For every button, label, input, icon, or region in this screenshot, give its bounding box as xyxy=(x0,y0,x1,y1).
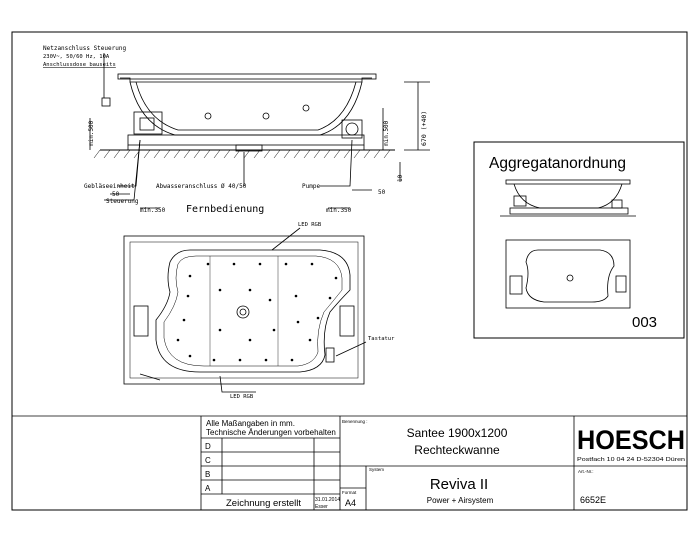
side-view xyxy=(90,53,430,208)
drawn-label: Zeichnung erstellt xyxy=(226,498,301,509)
detail-number: 003 xyxy=(632,314,658,331)
drawn-by: Esser xyxy=(315,504,328,510)
control-label: Steuerung xyxy=(106,198,139,205)
blower-label: Gebläseeinheit xyxy=(84,183,135,190)
top-view xyxy=(124,228,366,392)
keypad-label: Tastatur xyxy=(368,336,395,342)
system-name: Reviva II xyxy=(429,476,489,493)
benennung-label: Benennung : xyxy=(342,419,368,424)
power-label-2: 230V~, 50/60 Hz, 10A xyxy=(43,54,110,60)
dim-50-left: 50 xyxy=(112,191,120,198)
drawn-date: 31.01.2014 xyxy=(315,497,341,503)
note-dimensions: Alle Maßangaben in mm. xyxy=(206,419,295,428)
remote-label: Fernbedienung xyxy=(186,204,265,215)
detail-title: Aggregatanordnung xyxy=(489,155,627,172)
power-label-1: Netzanschluss Steuerung xyxy=(43,45,127,52)
pump-label: Pumpe xyxy=(302,183,321,190)
dim-min350-right: min.350 xyxy=(326,207,352,214)
dim-min350-left: min.350 xyxy=(140,207,166,214)
drain-label: Abwasseranschluss Ø 40/50 xyxy=(156,183,247,190)
revision-b: B xyxy=(205,470,211,479)
artnr-value: 6652E xyxy=(580,495,607,505)
revision-d: D xyxy=(205,442,211,451)
format-label: Format xyxy=(342,490,357,495)
product-name: Santee 1900x1200 xyxy=(406,426,508,440)
air-nozzles xyxy=(177,263,338,362)
revision-c: C xyxy=(205,456,211,465)
dim-min500-left: min.500 xyxy=(88,120,95,146)
dim-min500-right: min.500 xyxy=(383,120,390,146)
power-label-3: Anschlussdose bauseits xyxy=(43,62,116,68)
artnr-label: Art.-Nr.: xyxy=(578,469,594,474)
note-changes: Technische Änderungen vorbehalten xyxy=(206,428,336,437)
dim-670: 670 (+40) xyxy=(420,110,428,146)
detail-side-view xyxy=(500,180,636,216)
detail-top-view xyxy=(506,240,630,308)
company-address: Postfach 10 04 24 D-52304 Düren xyxy=(577,457,685,463)
dim-10: 10 xyxy=(397,174,404,182)
system-sub: Power + Airsystem xyxy=(426,496,494,505)
dim-50-right: 50 xyxy=(378,189,386,196)
revision-a: A xyxy=(205,484,211,493)
system-label: System xyxy=(369,467,385,472)
product-type: Rechteckwanne xyxy=(414,443,500,457)
led-label-top: LED RGB xyxy=(298,222,322,228)
format-value: A4 xyxy=(345,498,357,508)
company-logo: HOESCH xyxy=(577,425,685,455)
led-label-bottom: LED RGB xyxy=(230,394,254,400)
